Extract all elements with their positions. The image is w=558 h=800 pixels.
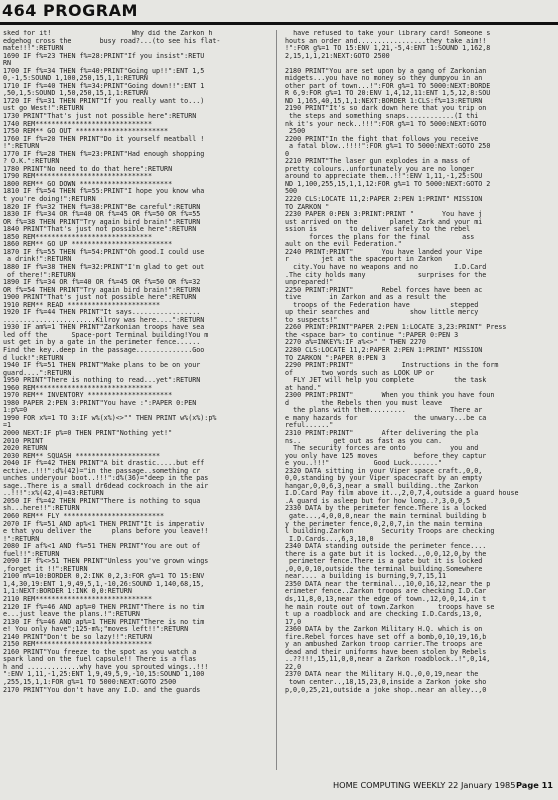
column-divider xyxy=(276,30,277,770)
code-line: around to appreciate them..!!":ENV 1,11,-1,25:SOU xyxy=(285,172,483,181)
code-line: 2200 PRINT"In the fight that follows you receive xyxy=(285,134,479,143)
code-line: 2210 PRINT"The laser gun explodes in a mass of xyxy=(285,157,471,166)
code-line: y an ambushed Zarkon troop carrier.The troops are xyxy=(285,640,483,649)
code-line: 1700 IF f%=34 THEN f%=40:PRINT"Going up!!":ENT 1,5 xyxy=(3,66,205,75)
code-line: 1870 IF f%=55 THEN f%=54:PRINT"Oh good.I could use xyxy=(3,247,205,256)
code-line: 2140 PRINT"Don't be so lazy!!":RETURN xyxy=(3,632,152,641)
code-line: fuel!!":RETURN xyxy=(3,549,60,558)
code-line: ,forget it !!":RETURN xyxy=(3,564,88,573)
code-line: 1,4,30,19:ENT 1,9,49,5,1,-10,26:SOUND 1,140,68,15, xyxy=(3,579,205,588)
code-line: 1790 REM***************************** xyxy=(3,172,152,181)
code-line: 2110 REM***************************** xyxy=(3,595,152,604)
code-line: 2230 PAPER 0:PEN 3:PRINT:PRINT " You have j xyxy=(285,210,483,219)
code-line: the plans with them......... There ar xyxy=(285,406,483,415)
code-line: 2,15,1,1,21:NEXT:GOTO 2500 xyxy=(285,51,390,60)
code-line: ":ENV 1,11,-1,25:ENT 1,9,49,5,9,-10,15:SOUND 1,100 xyxy=(3,670,205,679)
code-line: unches underyour boot..!!!":d%(36)="deep in the pas xyxy=(3,474,209,483)
code-line: ssion is to deliver safely to the rebel xyxy=(285,225,471,234)
code-line: 1:p%=0 xyxy=(3,406,28,415)
code-line: TO ZARKON " xyxy=(285,202,330,211)
code-line: 1,1:NEXT:BORDER 1:INK 0,0:RETURN xyxy=(3,587,132,596)
code-line: FLY JET will help you complete the task xyxy=(285,376,487,385)
code-line: 1910 REM** READ *********************** xyxy=(3,300,161,309)
code-line: 2260 PRINT:PRINT"PAPER 2:PEN 1:LOCATE 3,23:PRINT" Press xyxy=(285,323,507,332)
code-line: sked for it! Why did the Zarkon h xyxy=(3,30,213,37)
code-line: 2080 IF af%<1 AND f%=51 THEN PRINT"You are out of xyxy=(3,542,201,551)
code-line: ective..!!!":d%(42)="in the passage..something cr xyxy=(3,466,201,475)
code-line: ND 1,100,255,15,1,1,12:FOR g%=1 TO 5000:NEXT:GOTO 2 xyxy=(285,179,491,188)
code-line: 1800 REM** GO DOWN *********************** xyxy=(3,179,173,188)
code-line: 1900 PRINT"That's just not possible here":RETURN xyxy=(3,293,197,302)
code-line: of there!":RETURN xyxy=(3,270,76,279)
code-line: guard....":RETURN xyxy=(3,368,72,377)
code-line: t you're doing!":RETURN xyxy=(3,195,96,204)
code-line: r jet at the spaceport in Zarkon xyxy=(285,255,443,264)
code-line: 2270 a%=INKEY%:IF a%<>" " THEN 2270 xyxy=(285,338,426,347)
magazine-credit: HOME COMPUTING WEEKLY 22 January 1985 xyxy=(333,780,516,790)
code-line: fire.Rebel forces have set off a bomb,0,10,19,16,b xyxy=(285,632,487,641)
code-line: spark land on the fuel capsule!! There is a flas xyxy=(3,655,197,664)
code-line: 1930 IF am%=1 THEN PRINT"Zarkonian troops have sea xyxy=(3,323,205,332)
code-line: 1740 REM***************************** xyxy=(3,119,152,128)
page-header xyxy=(0,0,558,25)
code-line: 2310 PRINT:PRINT" After delivering the pla xyxy=(285,428,479,437)
code-line: 2240 PRINT:PRINT" You have landed your Vipe xyxy=(285,247,483,256)
code-line: ust go West!":RETURN xyxy=(3,104,84,113)
code-line: perimeter fence.There is a gate but it is locked xyxy=(285,557,483,566)
code-line: 1810 IF f%=54 THEN f%=55:PRINT"I hope you know wha xyxy=(3,187,205,196)
code-line: ust arrived on the planet Zark and your mi xyxy=(285,217,483,226)
code-line: tive in Zarkon and as a result the xyxy=(285,293,447,302)
code-line: sh...here!!":RETURN xyxy=(3,504,80,513)
code-line: e that you deliver the plans before you leave!! xyxy=(3,527,209,536)
code-line: at hand." xyxy=(285,383,322,392)
code-line: 2070 IF f%=51 AND ap%<1 THEN PRINT"It is imperativ xyxy=(3,519,205,528)
code-line: p,0,0,25,21,outside a joke shop..near an alley..,0 xyxy=(285,685,487,694)
code-line: .The city holds many surprises for the xyxy=(285,270,487,279)
code-line: to suspects!" xyxy=(285,315,338,324)
code-line: nk it's your neck..!!!":FOR g%=1 TO 5000:NEXT:GOTO xyxy=(285,119,487,128)
code-line: the steps and something snaps............(I thi xyxy=(285,112,479,121)
code-line: 2150 REM***************************** xyxy=(3,640,152,649)
code-line: have refused to take your library card! Someone s xyxy=(285,30,491,37)
code-line: 500 xyxy=(285,187,298,196)
code-line: 2340 DATA standing outside the perimeter fence.... xyxy=(285,542,487,551)
code-line: 0,-1,5:SOUND 1,100,250,15,1,1:RETURN xyxy=(3,74,148,83)
code-line: 2090 IF f%<>51 THEN PRINT"Unless you've grown wings xyxy=(3,557,209,566)
code-line: !":RETURN xyxy=(3,142,40,151)
code-line: R 6,9:FOR g%=1 TO 20:ENV 1,4,12,11:ENT 1,5,12,8:SOU xyxy=(285,89,491,98)
code-line: 1830 IF f%=34 OR f%=40 OR f%=45 OR f%=50 OR f%=55 xyxy=(3,210,201,219)
code-line: I.D.Card Pay film above it..,2,0,7,4,outside a guard house xyxy=(285,489,519,498)
code-line: e many hazards for the unwary...be ca xyxy=(285,413,487,422)
code-line: d luck!":RETURN xyxy=(3,353,64,362)
code-line: dead and their uniforms have been stolen by Rebels xyxy=(285,647,487,656)
code-line: mate!!!":RETURN xyxy=(3,44,64,53)
code-line: 1960 REM***************************** xyxy=(3,383,152,392)
code-line: other part of town...!":FOR g%=1 TO 5000:NEXT:BORDE xyxy=(285,81,491,90)
code-line: 22,0 xyxy=(285,662,302,671)
code-line: I.D.Cards...,6,3,10,0 xyxy=(285,534,374,543)
code-line: ust get in by a gate in the perimeter fence...... xyxy=(3,338,201,347)
listing-column-right xyxy=(285,30,551,775)
code-line: 1880 IF f%=38 THEN f%=32:PRINT"I'm glad to get out xyxy=(3,262,205,271)
code-line: 2050 IF f%=42 THEN PRINT"There is nothing to squa xyxy=(3,496,201,505)
code-line: edgehog cross the busy road?...(to see his flat- xyxy=(3,36,221,45)
code-line: ns.. get out as fast as you can. xyxy=(285,436,443,445)
code-line: 2100 m%=10:BORDER 0,2:INK 0,2,3:FOR g%=1 TO 15:ENV xyxy=(3,572,205,581)
code-line: t up a roadblock and are checking I.D.Cards,13,0, xyxy=(285,610,483,619)
code-line: =1 xyxy=(3,421,12,430)
code-line: 1940 IF f%=51 THEN PRINT"Make plans to be on your xyxy=(3,361,201,370)
code-line: led off the Space-port Terminal building!You m xyxy=(3,330,209,339)
code-line: pretty colours..unfortunately you are no longer xyxy=(285,164,475,173)
code-line: 2130 IF f%=46 AND ap%=1 THEN PRINT"There is no tim xyxy=(3,617,205,626)
code-line: 2190 PRINT"It's so dark down here that you trip on xyxy=(285,104,487,113)
code-line: 2330 DATA by the perimeter fence.There is a locked xyxy=(285,504,487,513)
code-line: 1770 IF f%=28 THEN f%=23:PRINT"Had enough shopping xyxy=(3,149,205,158)
code-line: 1980 PAPER 2:PEN 3:PRINT"You have :":PAPER 0:PEN xyxy=(3,398,197,407)
code-line: 1950 PRINT"There is nothing to read...yet":RETURN xyxy=(3,376,201,385)
code-line: 1710 IF f%=40 THEN f%=34:PRINT"Going down!!":ENT 1 xyxy=(3,81,205,90)
code-line: 2220 CLS:LOCATE 11,2:PAPER 2:PEN 1:PRINT" MISSION xyxy=(285,195,483,204)
code-line: 2250 PRINT:PRINT" Rebel forces have been ac xyxy=(285,285,483,294)
code-line: 1690 IF f%=23 THEN f%=28:PRINT"If you insist":RETU xyxy=(3,51,205,60)
code-line: 1750 REM** GO OUT *********************** xyxy=(3,127,169,136)
code-line: e! You only have";125-m%;"moves left!!":RETURN xyxy=(3,625,189,634)
code-line: 2300 PRINT:PRINT" When you think you have foun xyxy=(285,391,495,400)
code-line: of two words such as LOOK UP or xyxy=(285,368,434,377)
code-line: 1730 PRINT"That's just not possible here":RETURN xyxy=(3,112,197,121)
code-line: houts an order and.................they take aim!! xyxy=(285,36,487,45)
code-line: ? O.K.":RETURN xyxy=(3,157,60,166)
code-line: 2170 PRINT"You don't have any I.D. and the guards xyxy=(3,685,201,694)
code-line: 0 xyxy=(285,149,290,158)
code-line: 2180 PRINT"You are set upon by a gang of Zarkonian xyxy=(285,66,487,75)
code-line: 1820 IF f%=32 THEN f%=38:PRINT"Be careful":RETURN xyxy=(3,202,201,211)
code-line: 1970 REM** INVENTORY ********************* xyxy=(3,391,173,400)
code-line: OR f%=54 THEN PRINT"Try again bird brain!":RETURN xyxy=(3,285,201,294)
code-line: e...just leave the plans.!":RETURN xyxy=(3,610,140,619)
code-line: l building.Zarkon Security Troops are checking xyxy=(285,527,495,536)
code-line: 1720 IF f%=31 THEN PRINT"If you really want to...) xyxy=(3,96,205,105)
listing-column-left xyxy=(3,30,269,775)
code-line: midgets...you have no money so they dumpyou in an xyxy=(285,74,483,83)
code-line: !":RETURN xyxy=(3,534,40,543)
code-line: 1780 PRINT"No need to do that here":RETURN xyxy=(3,164,173,173)
code-line: 2290 PRINT:PRINT" Instructions in the form xyxy=(285,361,499,370)
code-line: 2350 DATA near the terminal..,10,0,16,12,near the p xyxy=(285,579,491,588)
code-line: .A guard is asleep but for how long..?,3,0,0,5 xyxy=(285,496,471,505)
code-line: town center..,18,15,23,0,inside a Zarkon joke sho xyxy=(285,678,487,687)
section-title: 464 PROGRAM xyxy=(2,1,138,20)
code-line: up their searches and show little mercy xyxy=(285,308,479,317)
code-line: 2060 REM** FLY ************************* xyxy=(3,512,165,520)
code-line: 1760 IF f%=20 THEN PRINT"Do it yourself meatball ! xyxy=(3,134,205,143)
code-line: d the Rebels then you must leave xyxy=(285,398,443,407)
code-line: ,50,1,5:SOUND 1,50,250,15,1,1:RETURN xyxy=(3,89,148,98)
code-line: 1850 REM***************************** xyxy=(3,232,152,241)
code-line: 2360 DATA by the Zarkon Military H.Q. which is on xyxy=(285,625,483,634)
code-line: 1890 IF f%=34 OR f%=40 OR f%=45 OR f%=50 OR f%=32 xyxy=(3,278,201,287)
code-line: the <space bar> to continue ":PAPER 0:PEN 3 xyxy=(285,330,459,339)
code-line: 2370 DATA near the Military H.Q.,0,0,19,near the xyxy=(285,670,479,679)
page-number: Page 11 xyxy=(516,780,553,790)
code-line: ..!!!":x%(42,4)=43:RETURN xyxy=(3,489,104,498)
code-line: ds,11,8,0,13,near the edge of town.,12,0,0,14,in t xyxy=(285,595,487,604)
code-line: y the perimeter fence,0,2,0,7,in the main termina xyxy=(285,519,483,528)
code-line: 2280 CLS:LOCATE 11,2:PAPER 2:PEN 1:PRINT" MISSION xyxy=(285,345,483,354)
code-line: a drink!":RETURN xyxy=(3,255,72,264)
code-line: a fatal blow..!!!!":FOR g%=1 TO 5000:NEXT:GOTO 250 xyxy=(285,142,491,151)
code-line: 2010 PRINT xyxy=(3,436,44,445)
code-line: hangar,0,0,6,3,near a small building..the Zarkon xyxy=(285,481,479,490)
code-line: ault on the evil Federation." xyxy=(285,240,402,249)
code-line: OR f%=38 THEN PRINT"Try again bird brain!":RETURN xyxy=(3,217,201,226)
code-line: 1920 IF f%=44 THEN PRINT"It says................. xyxy=(3,308,201,317)
code-line: ,0,0,0,10,outside the terminal building.Somewhere xyxy=(285,564,483,573)
code-line: ND 1,165,40,15,1,1:NEXT:BORDER 1:CLS:f%=13:RETURN xyxy=(285,96,483,105)
code-line: 1990 FOR x%=1 TO 3:IF w%(x%)<>"" THEN PRINT w%(x%):p% xyxy=(3,413,217,422)
code-line: sage..There is a small dr6dead cockroach in the air xyxy=(3,481,209,490)
code-line: 2030 REM** SQUASH ********************* xyxy=(3,451,161,460)
code-line: 2040 IF f%=42 THEN PRINT"A bit drastic.....but eff xyxy=(3,459,205,468)
code-line: troops of the Federation have stepped xyxy=(285,300,479,309)
code-line: h and .............why have you sprouted wings..!!! xyxy=(3,662,209,671)
page-footer xyxy=(285,780,555,794)
code-line: ..??!!!,15,11,0,0,near a Zarkon roadblock..!",0,14, xyxy=(285,655,491,664)
code-line: 0,0,standing by your Viper spacecraft by an empty xyxy=(285,474,483,483)
code-line: 2500 xyxy=(285,127,306,136)
code-line: gate...,4,0,0,0,near the main terminal building b xyxy=(285,512,487,520)
code-line: you only have 125 moves before they captur xyxy=(285,451,487,460)
code-line: reful......" xyxy=(285,421,334,430)
code-line: ,255,15,1,1:FOR g%=1 TO 5000:NEXT:GOTO 2500 xyxy=(3,678,177,687)
code-line: 1860 REM** GO UP ************************* xyxy=(3,240,173,249)
code-line: Find the key..deep in the passage..............Goo xyxy=(3,345,205,354)
code-line: unprepared!" xyxy=(285,278,334,287)
code-line: erimeter fence..Zarkon troops are checking I.D.Car xyxy=(285,587,487,596)
code-line: RN xyxy=(3,59,12,68)
code-line: forces the plans for the final ass xyxy=(285,232,475,241)
code-line: e you..!!!" Good Luck......." xyxy=(285,459,443,468)
code-line: 2320 DATA sitting in your Viper space craft.,0,0, xyxy=(285,466,483,475)
code-line: 17,0 xyxy=(285,617,302,626)
code-line: 1840 PRINT"That's just not possible here":RETURN xyxy=(3,225,197,234)
code-line: TO ZARKON ":PAPER 0:PEN 3 xyxy=(285,353,386,362)
code-line: .......................Kilroy was here....":RETURN xyxy=(3,315,205,324)
code-line: city.You have no weapons and no I.D.Card xyxy=(285,262,487,271)
code-line: 2000 NEXT:IF p%=0 THEN PRINT"Nothing yet!" xyxy=(3,428,173,437)
code-line: he main route out of town.Zarkon troops have se xyxy=(285,602,495,611)
code-line: 2120 IF f%=46 AND ap%=0 THEN PRINT"There is no tim xyxy=(3,602,205,611)
code-line: 2160 PRINT"You freeze to the spot as you watch a xyxy=(3,647,197,656)
code-line: !":FOR g%=1 TO 15:ENV 1,21,-5,4:ENT 1:SOUND 1,162,8 xyxy=(285,44,491,53)
code-line: near.... a building is burning,9,7,15,11 xyxy=(285,572,447,581)
code-line: The security forces are onto you and xyxy=(285,444,479,453)
code-line: 2020 RETURN xyxy=(3,444,48,453)
code-line: there is a gate but it is locked..,0,0,12,0,by the xyxy=(285,549,487,558)
